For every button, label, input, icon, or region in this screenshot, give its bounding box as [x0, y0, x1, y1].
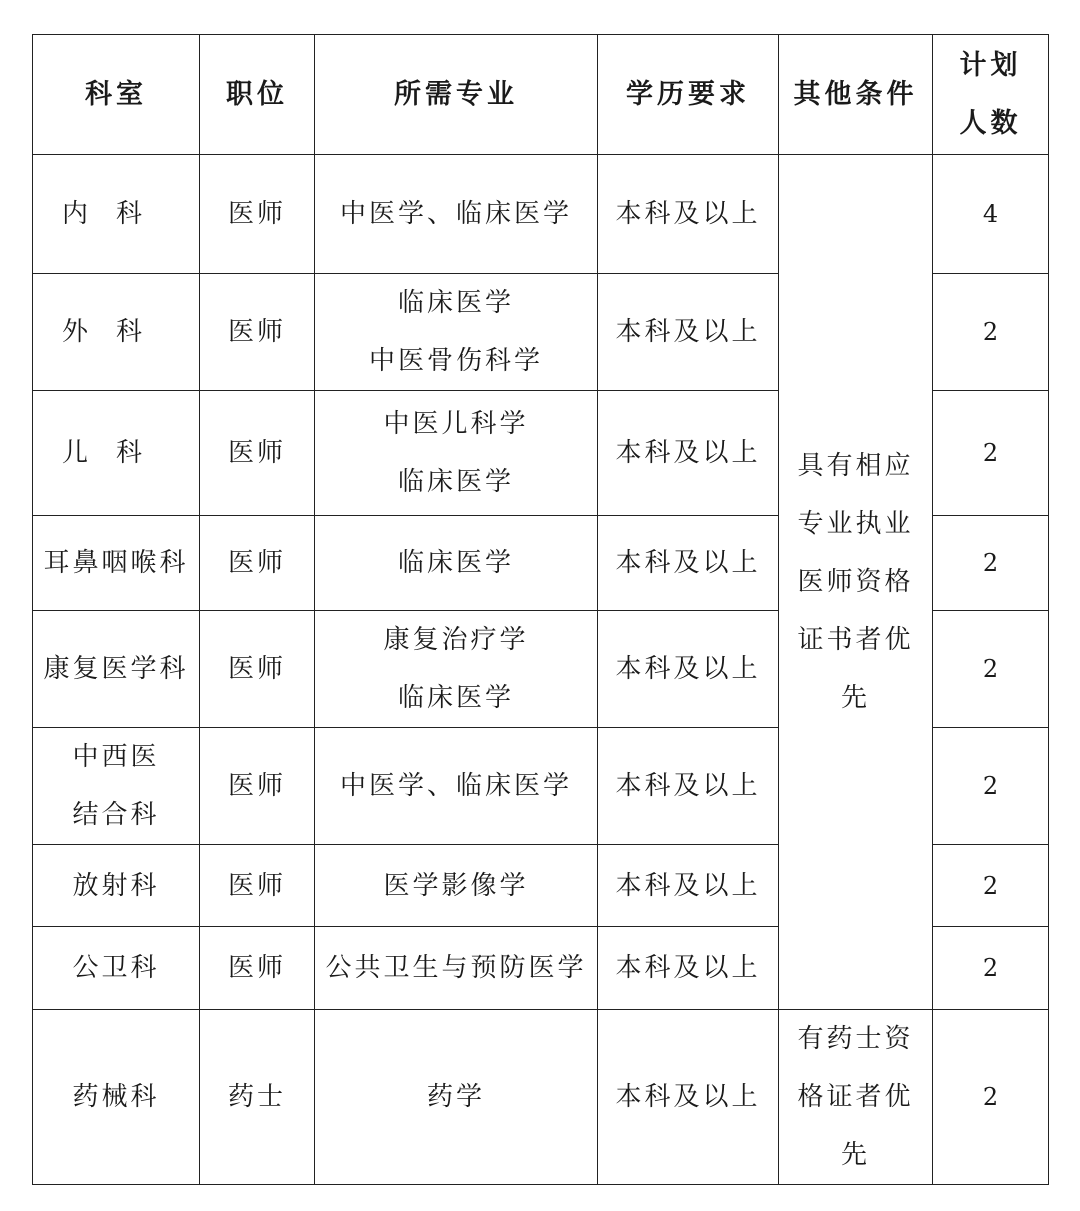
header-count-line2: 人数: [959, 107, 1022, 139]
header-row: [33, 35, 1049, 155]
other-conditions-physician: [779, 155, 933, 1010]
dept-cell: 放射科: [33, 845, 200, 927]
education-cell: 本科及以上: [598, 274, 779, 391]
count-cell: 4: [933, 155, 1049, 274]
major-line: 中医学、临床医学: [339, 771, 572, 801]
dept-cell: 内科: [33, 155, 200, 274]
header-education: 学历要求: [598, 35, 779, 155]
count-cell: 2: [933, 391, 1049, 516]
major-cell: [315, 927, 598, 1010]
education-cell: 本科及以上: [598, 728, 779, 845]
recruitment-table: [32, 34, 1049, 1185]
education-cell: 本科及以上: [598, 155, 779, 274]
header-major: 所需专业: [315, 35, 598, 155]
education-cell: 本科及以上: [598, 611, 779, 728]
condition-line: 有药士资: [797, 1024, 914, 1054]
condition-line: 专业执业: [797, 509, 914, 539]
major-line: 临床医学: [397, 467, 514, 497]
header-dept: 科室: [33, 35, 200, 155]
header-other: 其他条件: [779, 35, 933, 155]
education-cell: 本科及以上: [598, 927, 779, 1010]
major-line: 中医儿科学: [383, 409, 529, 439]
count-cell: 2: [933, 728, 1049, 845]
major-cell: [315, 155, 598, 274]
dept-cell: 康复医学科: [33, 611, 200, 728]
count-cell: 2: [933, 516, 1049, 611]
condition-line: 先: [840, 683, 870, 713]
dept-cell: 药械科: [33, 1010, 200, 1185]
position-cell: 医师: [200, 516, 315, 611]
position-cell: 医师: [200, 845, 315, 927]
education-cell: 本科及以上: [598, 391, 779, 516]
major-line: 药学: [426, 1082, 485, 1112]
major-cell: [315, 611, 598, 728]
header-count: [933, 35, 1049, 155]
position-cell: 医师: [200, 391, 315, 516]
major-line: 中医骨伤科学: [368, 346, 543, 376]
major-line: 公共卫生与预防医学: [325, 953, 587, 983]
major-cell: [315, 516, 598, 611]
major-line: 医学影像学: [383, 870, 529, 901]
dept-cell: 儿科: [33, 391, 200, 516]
education-cell: 本科及以上: [598, 1010, 779, 1185]
major-cell: [315, 1010, 598, 1185]
other-conditions-pharmacist: [779, 1010, 933, 1185]
condition-line: 证书者优: [797, 625, 914, 655]
condition-line: 格证者优: [797, 1082, 914, 1112]
education-cell: 本科及以上: [598, 845, 779, 927]
condition-line: 医师资格: [797, 567, 914, 597]
table-row: [33, 155, 1049, 274]
condition-line: 具有相应: [797, 451, 914, 481]
major-cell: [315, 274, 598, 391]
major-line: 临床医学: [397, 288, 514, 318]
major-line: 康复治疗学: [383, 625, 529, 655]
dept-cell: 外科: [33, 274, 200, 391]
count-cell: 2: [933, 274, 1049, 391]
position-cell: 医师: [200, 155, 315, 274]
count-cell: 2: [933, 611, 1049, 728]
major-cell: [315, 391, 598, 516]
major-line: 临床医学: [397, 683, 514, 713]
dept-cell: [33, 728, 200, 845]
major-line: 临床医学: [397, 548, 514, 578]
education-cell: 本科及以上: [598, 516, 779, 611]
major-cell: [315, 845, 598, 927]
position-cell: 医师: [200, 927, 315, 1010]
position-cell: 医师: [200, 611, 315, 728]
position-cell: 药士: [200, 1010, 315, 1185]
count-cell: 2: [933, 1010, 1049, 1185]
dept-cell: 耳鼻咽喉科: [33, 516, 200, 611]
dept-line: 中西医: [72, 742, 160, 772]
table-row: [33, 1010, 1049, 1185]
dept-line: 结合科: [72, 800, 160, 830]
major-line: 中医学、临床医学: [339, 199, 572, 229]
position-cell: 医师: [200, 728, 315, 845]
position-cell: 医师: [200, 274, 315, 391]
condition-line: 先: [840, 1140, 870, 1170]
header-position: 职位: [200, 35, 315, 155]
major-cell: [315, 728, 598, 845]
count-cell: 2: [933, 927, 1049, 1010]
dept-cell: 公卫科: [33, 927, 200, 1010]
header-count-line1: 计划: [959, 49, 1022, 81]
count-cell: 2: [933, 845, 1049, 927]
